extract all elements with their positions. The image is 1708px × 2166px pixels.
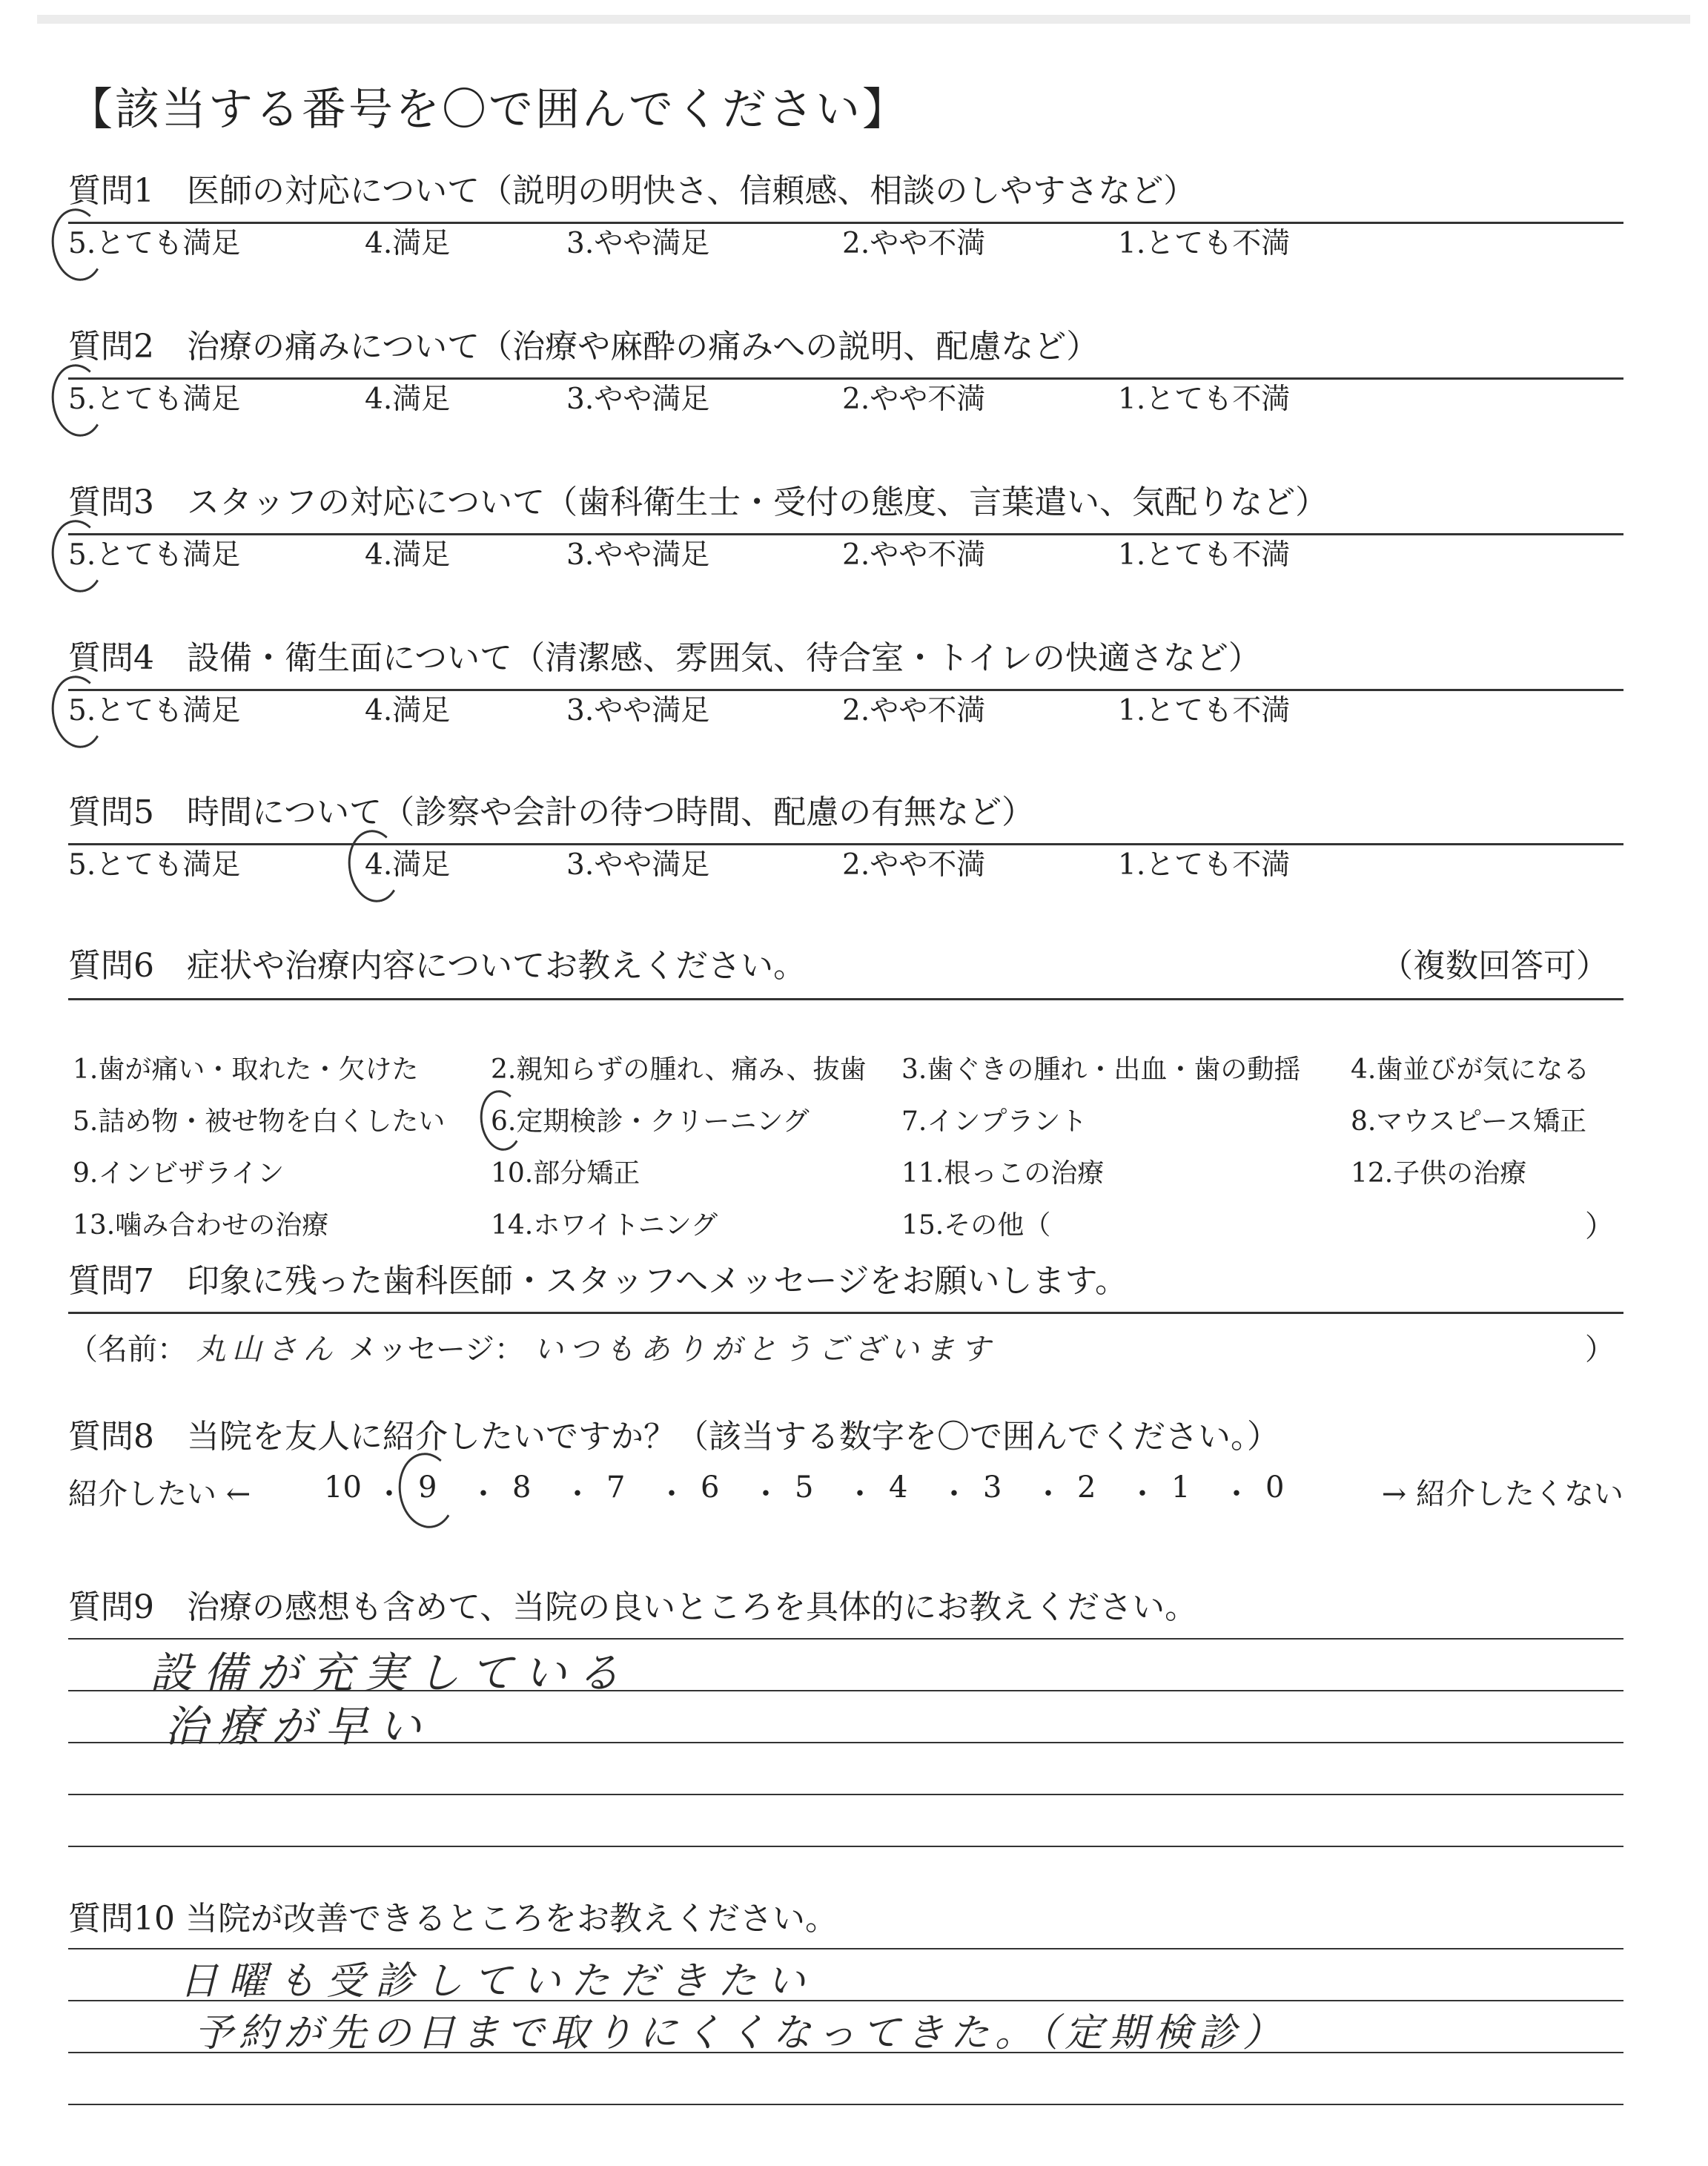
rating-option-label: 3.やや満足	[566, 694, 710, 727]
symptom-option-label: 4.歯並びが気になる	[1351, 1054, 1590, 1085]
symptom-option-label: 14.ホワイトニング	[491, 1210, 718, 1241]
rating-option-label: 4.満足	[365, 227, 451, 260]
answer-line	[68, 1794, 1623, 1795]
scale-separator: ・	[845, 1477, 875, 1511]
symptom-option-label: 3.歯ぐきの腫れ・出血・歯の動揺	[901, 1054, 1301, 1085]
rating-option-label: 1.とても不満	[1118, 538, 1291, 572]
rating-options	[68, 222, 1623, 266]
rating-option-label: 3.やや満足	[566, 383, 710, 416]
answer-line	[68, 1846, 1623, 1847]
scale-number-label: 8	[512, 1470, 532, 1505]
scan-edge	[37, 15, 1690, 24]
question-3	[68, 478, 1623, 572]
scale-number[interactable]	[983, 1470, 1002, 1505]
symptom-option-label: 12.子供の治療	[1351, 1158, 1527, 1189]
message-label: メッセージ：	[348, 1333, 525, 1367]
symptom-option-label: 11.根っこの治療	[901, 1158, 1105, 1189]
rating-option[interactable]	[566, 222, 709, 266]
hand-drawn-selection-circle	[47, 517, 109, 596]
symptom-option[interactable]	[73, 1204, 328, 1242]
rating-option[interactable]	[1118, 843, 1290, 888]
scale-number-label: 2	[1077, 1470, 1096, 1505]
handwritten-answer-2: 治療が早い	[165, 1701, 432, 1751]
symptom-option[interactable]	[491, 1100, 810, 1138]
rating-option-label: 4.満足	[365, 538, 451, 572]
rating-option[interactable]	[842, 377, 985, 422]
rating-option-label: 5.とても満足	[68, 383, 241, 416]
rating-option[interactable]	[68, 843, 240, 888]
rating-option-label: 2.やや不満	[842, 694, 986, 727]
question-title: 質問9 治療の感想も含めて、当院の良いところを具体的にお教えください。	[68, 1588, 1198, 1626]
rating-option[interactable]	[68, 222, 240, 266]
rating-option[interactable]	[842, 533, 985, 578]
symptom-option-label: 10.部分矯正	[491, 1158, 640, 1189]
scale-separator: ・	[939, 1477, 969, 1511]
rule	[68, 1312, 1623, 1314]
symptom-option[interactable]	[901, 1152, 1104, 1190]
symptom-option[interactable]	[901, 1100, 1087, 1138]
rating-option-label: 4.満足	[365, 694, 451, 727]
answer-area	[68, 1944, 1623, 2166]
rating-option[interactable]	[566, 533, 709, 578]
name-handwritten: 丸山さん	[196, 1333, 339, 1367]
rating-options	[68, 533, 1623, 578]
rating-option-label: 3.やや満足	[566, 538, 710, 572]
scale-separator: ・	[563, 1477, 592, 1511]
scale-number-label: 0	[1265, 1470, 1285, 1505]
symptom-option-label: 6.定期検診・クリーニング	[491, 1106, 810, 1137]
scale-separator: ・	[751, 1477, 781, 1511]
question-5	[68, 788, 1623, 882]
message-row	[68, 1324, 1623, 1376]
rating-option[interactable]	[68, 533, 240, 578]
rating-option-label: 1.とても不満	[1118, 848, 1291, 882]
symptom-option[interactable]	[491, 1049, 867, 1086]
symptom-option-label: 2.親知らずの腫れ、痛み、抜歯	[491, 1054, 867, 1085]
scale-number-label: 7	[606, 1470, 626, 1505]
question-title: 質問10 当院が改善できるところをお教えください。	[68, 1900, 838, 1938]
question-1	[68, 167, 1623, 260]
scale-number-label: 6	[701, 1470, 720, 1505]
question-title: 質問6 症状や治療内容についてお教えください。	[68, 947, 807, 985]
question-title: 質問5 時間について（診察や会計の待つ時間、配慮の有無など）	[68, 793, 1035, 831]
rating-option-label: 4.満足	[365, 383, 451, 416]
scale-number[interactable]	[512, 1470, 531, 1505]
question-title: 質問7 印象に残った歯科医師・スタッフへメッセージをお願いします。	[68, 1262, 1128, 1300]
rating-option[interactable]	[566, 843, 709, 888]
rating-option[interactable]	[365, 377, 450, 422]
handwritten-answer-2: 予約が先の日まで取りにくくなってきた。（定期検診）	[194, 2011, 1288, 2056]
symptom-option-label: 13.噛み合わせの治療	[73, 1210, 329, 1241]
question-9	[68, 1583, 1623, 1899]
instructions-header: 【該当する番号を〇で囲んでください】	[68, 84, 909, 136]
hand-drawn-selection-circle	[47, 205, 109, 285]
question-8	[68, 1413, 1623, 1513]
rating-option-label: 3.やや満足	[566, 848, 710, 882]
rating-option[interactable]	[365, 689, 450, 733]
symptom-option[interactable]	[1351, 1049, 1589, 1086]
rating-option-label: 4.満足	[365, 848, 451, 882]
question-7	[68, 1257, 1623, 1367]
symptom-option-label: 1.歯が痛い・取れた・欠けた	[73, 1054, 419, 1085]
rating-option[interactable]	[365, 533, 450, 578]
handwritten-answer-1: 日曜も受診していただきたい	[179, 1959, 816, 2004]
rating-option-label: 1.とても不満	[1118, 383, 1291, 416]
rating-option[interactable]	[68, 689, 240, 733]
rating-option-label: 5.とても満足	[68, 694, 241, 727]
scale-separator: ・	[1033, 1477, 1063, 1511]
hand-drawn-selection-circle	[477, 1088, 526, 1154]
other-close-paren: ）	[1585, 1209, 1615, 1244]
answer-line	[68, 2104, 1623, 2105]
rating-option[interactable]	[1118, 689, 1290, 733]
symptom-option[interactable]	[73, 1152, 284, 1190]
rating-option-label: 1.とても不満	[1118, 227, 1291, 260]
question-2	[68, 323, 1623, 416]
rating-option[interactable]	[68, 377, 240, 422]
rating-option[interactable]	[842, 843, 985, 888]
rating-option[interactable]	[566, 689, 709, 733]
symptom-option[interactable]	[901, 1204, 1050, 1242]
symptom-option-label: 9.インビザライン	[73, 1158, 285, 1189]
scale-number[interactable]	[1265, 1470, 1284, 1505]
symptom-option[interactable]	[73, 1100, 445, 1138]
scale-number-label: 9	[418, 1470, 437, 1505]
rating-option-label: 2.やや不満	[842, 227, 986, 260]
rating-option-label: 2.やや不満	[842, 383, 986, 416]
rule	[68, 998, 1623, 1000]
scale-number-label: 1	[1171, 1470, 1191, 1505]
rating-option-label: 2.やや不満	[842, 848, 986, 882]
rating-option[interactable]	[842, 689, 985, 733]
handwritten-answer-1: 設備が充実している	[150, 1648, 631, 1698]
scale-separator: ・	[469, 1477, 498, 1511]
message-handwritten: いつもありがとうございます	[533, 1333, 996, 1367]
rating-options	[68, 377, 1623, 422]
rating-options	[68, 689, 1623, 733]
rating-option[interactable]	[1118, 533, 1290, 578]
hand-drawn-selection-circle	[344, 827, 406, 906]
question-10	[68, 1895, 1623, 2166]
scale-number[interactable]	[324, 1470, 362, 1505]
rating-options	[68, 843, 1623, 888]
question-4	[68, 634, 1623, 727]
scale-number[interactable]	[1171, 1470, 1190, 1505]
scale-separator: ・	[1128, 1477, 1157, 1511]
scale-left-label: 紹介したい ←	[68, 1477, 251, 1511]
scale-separator: ・	[1222, 1477, 1251, 1511]
name-label: （名前：	[68, 1333, 187, 1367]
symptom-option-label: 8.マウスピース矯正	[1351, 1106, 1587, 1137]
scale-separator: ・	[657, 1477, 686, 1511]
scale-number-label: 10	[324, 1470, 362, 1505]
symptom-option[interactable]	[73, 1049, 418, 1086]
close-paren: ）	[1585, 1333, 1615, 1367]
symptom-option[interactable]	[901, 1049, 1300, 1086]
question-title: 質問8 当院を友人に紹介したいですか？（該当する数字を〇で囲んでください。）	[68, 1418, 1280, 1456]
rating-option-label: 2.やや不満	[842, 538, 986, 572]
question-title: 質問2 治療の痛みについて（治療や麻酔の痛みへの説明、配慮など）	[68, 328, 1099, 366]
rating-option[interactable]	[365, 222, 450, 266]
symptom-option-label: 7.インプラント	[901, 1106, 1088, 1137]
question-title: 質問1 医師の対応について（説明の明快さ、信頼感、相談のしやすさなど）	[68, 172, 1196, 210]
scale-number[interactable]	[701, 1470, 719, 1505]
scale-number[interactable]	[795, 1470, 813, 1505]
rating-option[interactable]	[842, 222, 985, 266]
question-title: 質問3 スタッフの対応について（歯科衛生士・受付の態度、言葉遣い、気配りなど）	[68, 483, 1328, 521]
question-6	[68, 942, 1623, 1244]
symptom-option-label: 15.その他（	[901, 1210, 1051, 1241]
symptom-option[interactable]	[1351, 1100, 1586, 1138]
answer-area	[68, 1632, 1623, 1899]
rating-option[interactable]	[1118, 377, 1290, 422]
rating-option-label: 1.とても不満	[1118, 694, 1291, 727]
scale-number-label: 4	[889, 1470, 908, 1505]
scale-separator: ・	[374, 1477, 404, 1511]
rating-option-label: 3.やや満足	[566, 227, 710, 260]
rating-option-label: 5.とても満足	[68, 848, 241, 882]
question-title: 質問4 設備・衛生面について（清潔感、雰囲気、待合室・トイレの快適さなど）	[68, 639, 1261, 677]
referral-scale	[68, 1465, 1623, 1516]
rating-option[interactable]	[365, 843, 450, 888]
symptom-option[interactable]	[1351, 1152, 1526, 1190]
rating-option[interactable]	[1118, 222, 1290, 266]
rating-option-label: 5.とても満足	[68, 538, 241, 572]
multiple-answers-note: （複数回答可）	[1380, 947, 1609, 985]
scale-right-label: → 紹介したくない	[1381, 1477, 1623, 1511]
scale-number[interactable]	[606, 1470, 625, 1505]
symptom-option-label: 5.詰め物・被せ物を白くしたい	[73, 1106, 446, 1137]
rating-option[interactable]	[566, 377, 709, 422]
symptom-options	[68, 1013, 1623, 1244]
hand-drawn-selection-circle	[47, 361, 109, 440]
symptom-option[interactable]	[491, 1204, 718, 1242]
scale-number[interactable]	[418, 1470, 437, 1505]
scale-number[interactable]	[889, 1470, 907, 1505]
symptom-option[interactable]	[491, 1152, 640, 1190]
scale-number-label: 5	[795, 1470, 814, 1505]
rating-option-label: 5.とても満足	[68, 227, 241, 260]
hand-drawn-selection-circle	[47, 673, 109, 752]
scale-number[interactable]	[1077, 1470, 1096, 1505]
scale-number-label: 3	[983, 1470, 1002, 1505]
